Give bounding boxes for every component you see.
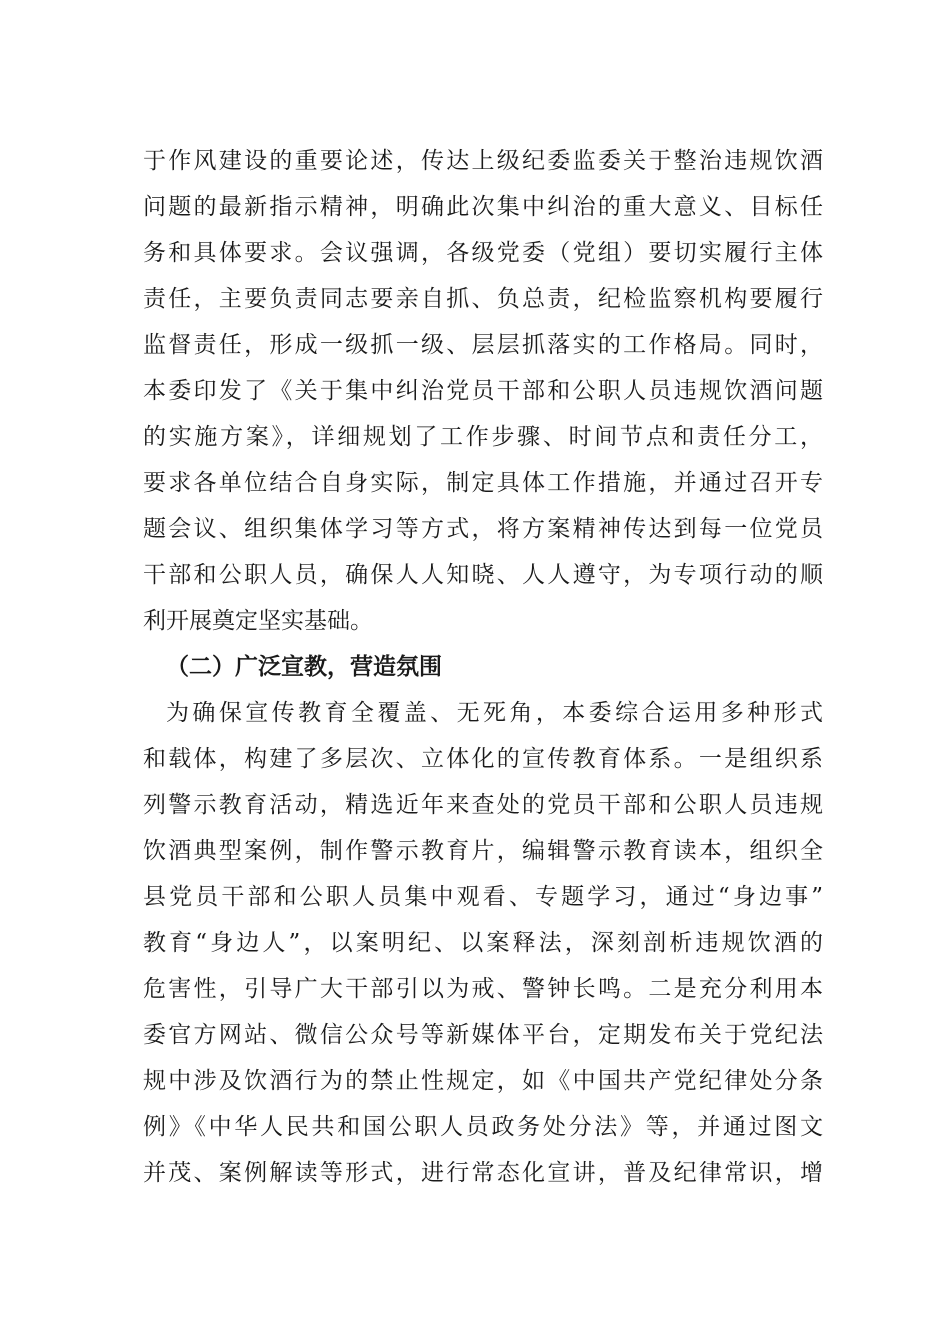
document-body xyxy=(143,138,823,1196)
paragraph-line: 于作风建设的重要论述，传达上级纪委监委关于整治违规饮酒 xyxy=(143,148,823,174)
paragraph-line: 危害性，引导广大干部引以为戒、警钟长鸣。二是充分利用本 xyxy=(143,976,823,1002)
paragraph-line: 务和具体要求。会议强调，各级党委（党组）要切实履行主体 xyxy=(143,240,823,266)
paragraph-line: 的实施方案》，详细规划了工作步骤、时间节点和责任分工， xyxy=(143,424,823,450)
paragraph-line: 列警示教育活动，精选近年来查处的党员干部和公职人员违规 xyxy=(143,792,823,818)
paragraph-line: 教育“身边人”，以案明纪、以案释法，深刻剖析违规饮酒的 xyxy=(143,930,823,956)
paragraph-line: 和载体，构建了多层次、立体化的宣传教育体系。一是组织系 xyxy=(143,746,823,772)
paragraph-line: 要求各单位结合自身实际，制定具体工作措施，并通过召开专 xyxy=(143,470,823,496)
paragraph-line: 为确保宣传教育全覆盖、无死角，本委综合运用多种形式 xyxy=(166,700,823,726)
paragraph-line: 并茂、案例解读等形式，进行常态化宣讲，普及纪律常识，增 xyxy=(143,1160,823,1186)
paragraph-line: 利开展奠定坚实基础。 xyxy=(143,608,373,634)
section-heading: （二）广泛宣教，营造氛围 xyxy=(166,653,442,680)
paragraph-line: 饮酒典型案例，制作警示教育片，编辑警示教育读本，组织全 xyxy=(143,838,823,864)
paragraph-line: 责任，主要负责同志要亲自抓、负总责，纪检监察机构要履行 xyxy=(143,286,823,312)
paragraph-line: 规中涉及饮酒行为的禁止性规定，如《中国共产党纪律处分条 xyxy=(143,1068,823,1094)
paragraph-line: 本委印发了《关于集中纠治党员干部和公职人员违规饮酒问题 xyxy=(143,378,823,404)
paragraph-line: 干部和公职人员，确保人人知晓、人人遵守，为专项行动的顺 xyxy=(143,562,823,588)
paragraph-line: 例》《中华人民共和国公职人员政务处分法》等，并通过图文 xyxy=(143,1114,823,1140)
paragraph-line: 委官方网站、微信公众号等新媒体平台，定期发布关于党纪法 xyxy=(143,1022,823,1048)
paragraph-line: 县党员干部和公职人员集中观看、专题学习，通过“身边事” xyxy=(143,884,823,910)
paragraph-line: 题会议、组织集体学习等方式，将方案精神传达到每一位党员 xyxy=(143,516,823,542)
paragraph-line: 问题的最新指示精神，明确此次集中纠治的重大意义、目标任 xyxy=(143,194,823,220)
paragraph-line: 监督责任，形成一级抓一级、层层抓落实的工作格局。同时， xyxy=(143,332,823,358)
